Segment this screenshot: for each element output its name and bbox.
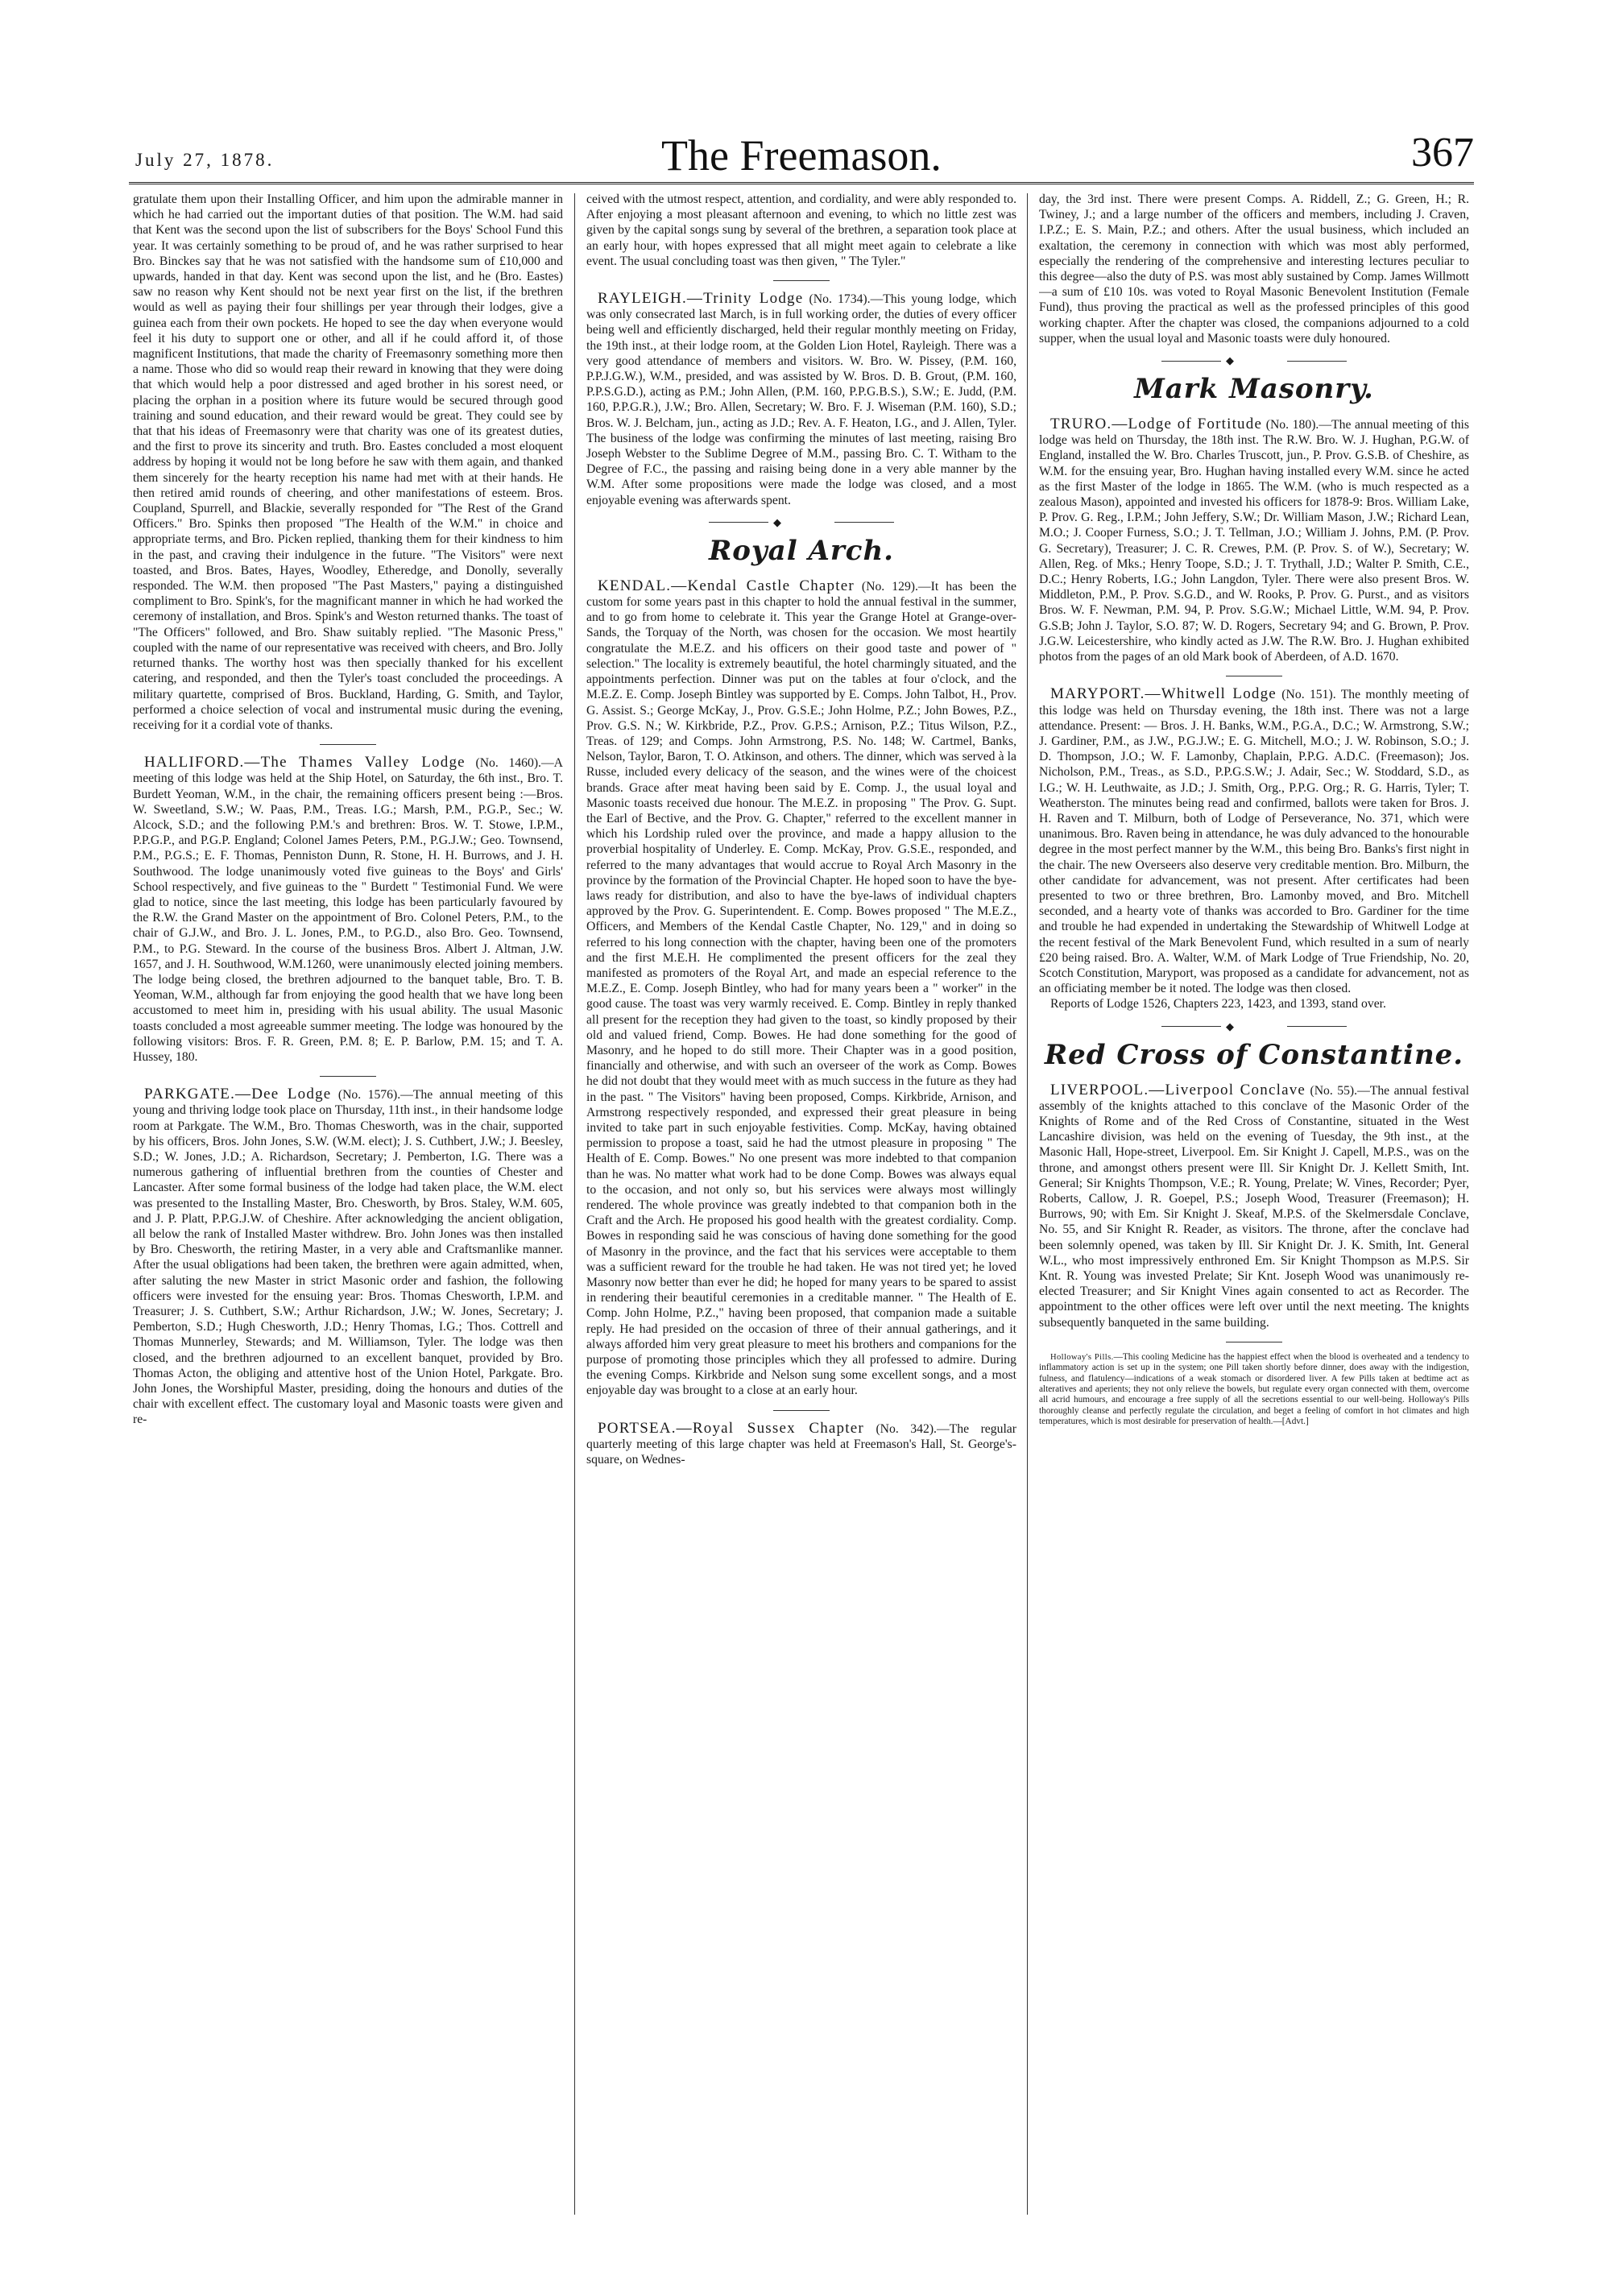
- diamond-separator: [1039, 1020, 1469, 1032]
- advertisement-lead: Holloway's Pills.: [1050, 1352, 1114, 1362]
- article-parkgate: [133, 1086, 563, 1427]
- article-body: (No. 1460).—A meeting of this lodge was held at the Ship Hotel, on Saturday, the 6th inst., Bro. T. Burdett Yeoman, W.M., in the chair, the remaining officers present being :—Bros. W. Sweetland, S.W.; W. Paas, P.M., Treas. I.G.; Marsh, P.M., P.G.P., Sec.; W. Alcock, S.D.; and the following P.M.'s and brethren: Bros. W. T. Stowe, I.P.M., P.P.G.P., and P.G.P. England; Colonel James Peters, P.M., P.G.J.W.; Geo. Townsend, P.M., P.G.S.; E. F. Thomas, Penniston Dunn, R. Stone, H. H. Burrows, and J. H. Southwood. The lodge unanimously voted five guineas to the Boys' and Girls' School respectively, and five guineas to the " Burdett " Testimonial Fund. We were glad to notice, since the last meeting, this lodge has been particularly favoured by the R.W. the Grand Master on the appointment of Bro. Colonel Peters, P.M., to the chair of G.J.W., and Bro. J. L. Jones, P.M., to P.G.D., also Bro. Geo. Townsend, P.M., to P.G. Steward. In the course of the business Bros. Albert J. Altman, J.W. 1657, and J. H. Southwood, W.M.1260, were unanimously elected joining members. The lodge being closed, the brethren adjourned to the banquet table, Bro. T. B. Yeoman, W.M., although far from enjoying the good health that we have long been accustomed to meet him in, presiding with his usual ability. The usual Masonic toasts concluded a most agreeable summer meeting. The lodge was honoured by the following visitors: Bros. F. R. Green, P.M. 8; E. P. Barlow, P.M. 15; and T. A. Hussey, 180.: [133, 756, 563, 1064]
- diamond-ornament-icon: ◆: [1226, 354, 1282, 367]
- section-heading-red-cross: Red Cross of Constantine.: [1044, 1038, 1464, 1071]
- article-body: (No. 180).—The annual meeting of this lodge was held on Thursday, the 18th inst. The R.W. Bro. W. J. Hughan, P.G.W. of England, installed the W. Bro. Charles Truscott, jun., P. Prov. G.S.B. of Cheshire, as W.M. for the ensuing year, Bro. Hughan having installed every W.M. since he acted as the first Master of the lodge in 1865. The W.M. (who is much respected as a zealous Mason), appointed and invested his officers for 1878-9: Bros. William Lake, P. Prov. G. Reg., I.P.M.; John Jeffery, S.W.; Dr. William Mason, J.W.; Richard Lean, M.O.; J. Cooper Furness, S.O.; J. T. Tellman, J.O.; William J. Johns, P.M. (P. Prov. G. Secretary), Treasurer; J. C. R. Crewes, P.M. (P. Prov. S. of W.), Secretary; W. Allen, Reg. of Mks.; Henry Toope, S.D.; J. T. Trythall, J.D.; Walter P. Smith, C.E., D.C.; Henry Roberts, I.G.; John Langdon, Tyler. There were also present Bros. W. Middleton, P.M., P. Prov. S.G.D., and W. Rooks, P. Prov. G. Purst., and as visitors Bros. W. F. Newman, P.M. 94, P. Prov. S.G.W.; Michael Little, W.M. 94, P. Prov. G.S.B; John J. Taylor, S.O. 87; W. D. Rogers, Secretary 94; and G. Brown, P. Prov. J.G.W. Leicestershire, who kindly acted as J.W. The R.W. Bro. J. Hughan exhibited photos from the pages of an old Mark book of Aberdeen, of A.D. 1670.: [1039, 418, 1469, 664]
- separator-rule: [320, 1076, 376, 1077]
- article-lead: PORTSEA.—Royal Sussex Chapter: [598, 1419, 864, 1437]
- article-lead: KENDAL.—Kendal Castle Chapter: [598, 577, 855, 594]
- page-header: [129, 129, 1474, 180]
- column-divider: [574, 193, 575, 2215]
- article-continuation: day, the 3rd inst. There were present Comps. A. Riddell, Z.; G. Green, H.; R. Twiney, J.; and a large number of the officers and members, including J. Craven, I.P.Z.; E. S. Main, P.Z.; and others. After the usual business, which included an exaltation, the ceremony in connection with which was most ably performed, especially the rendering of the comprehensive and interesting lectures peculiar to this degree—also the duty of P.S. was most ably sustained by Comp. James Willmott—a sum of £10 10s. was voted to Royal Masonic Benevolent Institution (Female Fund), thus proving the practical as well as the professed principles of this good working chapter. After the chapter was closed, the companions adjourned to a cold supper, when the usual loyal and Masonic toasts were duly honoured.: [1039, 192, 1469, 345]
- column-1: [133, 192, 563, 2221]
- diamond-separator: [1039, 354, 1469, 366]
- article-body: (No. 151). The monthly meeting of this lodge was held on Thursday evening, the 18th inst. There was not a large attendance. Present: — Bros. J. H. Banks, W.M., P.G.A., D.C.; W. Armstrong, S.W.; J. Gardiner, P.M., as J.W., P.G.J.W.; E. G. Mitchell, M.O.; J. W. Robinson, S.O.; J. D. Thompson, J.O.; W. F. Lamonby, Chaplain, P.P.G. A.D.C. (Freemason); Jos. Nicholson, P.M., Treas., as S.D., P.P.G.S.W.; J. Adair, Sec.; W. Stoddard, S.D., as I.G.; W. H. Leuthwaite, as J.D.; J. Smith, Org., P.P.G. Org.; R. G. Harris, Tyler; T. Weatherston. The minutes being read and confirmed, ballots were taken for Bros. J. H. Raven and T. Milburn, both of Lodge of Perseverance, No. 371, which were unanimous. Bro. Raven being in attendance, he was duly advanced to the honourable degree in the most perfect manner by the W.M., this being Bro. Banks's first night in the chair. The new Overseers also deserve very creditable mention. Bro. Milburn, the other candidate for advancement, was not present. After certificates had been presented to two or three brethren, Bro. Lamonby moved, and Bro. Mitchell seconded, and a hearty vote of thanks was accorded to Bro. Gardiner for the time and trouble he had expended in undertaking the Stewardship of Whitwell Lodge at the recent festival of the Mark Benevolent Fund, which resulted in a sum of nearly £20 being raised. Bro. A. Walter, W.M. of Mark Lodge of True Friendship, No. 20, Scotch Constitution, Maryport, was proposed as a candidate for advancement, not as an officiating member be it noted. The lodge was then closed.: [1039, 688, 1469, 996]
- article-kendal: [586, 578, 1016, 1399]
- separator-rule: [320, 744, 376, 745]
- article-lead: LIVERPOOL.—Liverpool Conclave: [1050, 1081, 1306, 1098]
- diamond-ornament-icon: ◆: [1226, 1020, 1282, 1032]
- advertisement-holloways-pills: [1039, 1352, 1469, 1428]
- header-rule: [129, 182, 1474, 184]
- section-heading-mark-masonry: Mark Masonry.: [1134, 373, 1374, 406]
- article-lead: PARKGATE.—Dee Lodge: [144, 1086, 332, 1103]
- article-continuation: gratulate them upon their Installing Officer, and him upon the admirable manner in which he had carried out the important duties of that position. The W.M. had said that Kent was the second upon the list of subscribers for the Boys' School Fund this year. It was certainly something to be proud of, and he was rather surprised to hear Bro. Binckes say that he was not satisfied with the handsome sum of £10,000 and upwards, handed in that day. Kent was second upon the list, and he (Bro. Eastes) saw no reason why Kent should not be next year first on the list, if the brethren would as well as paying their four shillings per year through their lodges, give a guinea each from their own pockets. He hoped to see the day when everyone would feel it his duty to support one or other, and all if he could afford it, of those magnificent Institutions, that made the charity of Freemasonry something more then a name. Those who did so would reap their reward in knowing that they were doing that which would help a poor distressed and aged brother in his sorest need, or placing the orphan in a position where its future would be secured through good training and sound education, and their reward would be great. They could see by that that his ideas of Freemasonry were that charity was one of its greatest duties, and the first to prove its sincerity and truth. Bro. Eastes concluded a most eloquent address by hoping it would not be long before he saw with them again, and thanked them sincerely for the hearty reception his name had met with at their hands. He then retired amid rounds of cheering, and other manifestations of esteem. Bros. Coupland, Spurrell, and Blackie, severally responded for "The Rest of the Grand Officers." Bro. Spinks then proposed "The Health of the W.M." in choice and appropriate terms, and Bro. Picken replied, thanking them for their kindness to him in the past, and craving their indulgence in the future. "The Visitors" were next toasted, and Bros. Bates, Hayes, Woodley, Etheredge, and Donolly, severally responded. The W.M. then proposed "The Past Masters," paying a distinguished compliment to Bro. Spink's, for the magnificant manner in which he had worked the ceremony of installation, and Bros. Spink's and Weston returned thanks. The toast of "The Officers" followed, and Bro. Shaw suitably replied. "The Masonic Press," coupled with the name of our representative was received with cheers, and Bro. Jolly returned thanks. The worthy host was then specially thanked for his excellent catering, and responded, and then the Tyler's toast concluded the proceedings. A military quartette, comprised of Bros. Buckland, Harding, G. Smith, and Taylor, performed a choice selection of vocal and instrumental music during the evening, receiving for it a cordial vote of thanks.: [133, 192, 563, 732]
- issue-date: July 27, 1878.: [135, 150, 275, 170]
- separator-rule: [773, 1410, 830, 1411]
- page-number: 367: [1411, 130, 1474, 176]
- article-body: (No. 129).—It has been the custom for some years past in this chapter to hold the annual festival in the summer, and to go from home to celebrate it. This year the Grange Hotel at Grange-over-Sands, the Torquay of the North, was chosen for the occasion. We most heartily congratulate the M.E.Z. and his officers on their good taste and power of " selection." The locality is extremely beautiful, the hotel charmingly situated, and the appointments perfection. Dinner was put on the tables at four o'clock, and the M.E.Z. E. Comp. Joseph Bintley was supported by E. Comps. John Talbot, H., Prov. G. Assist. S.; George McKay, J., Prov. G.S.E.; John Holme, P.Z.; John Bowes, P.Z., Prov. G.S. N.; W. Kirkbride, P.Z., Prov. G.P.S.; Arnison, P.Z.; Titus Wilson, P.Z., Treas. of 129; and Comps. John Armstrong, P.S. No. 148; W. Cartmel, Banks, Nelson, Taylor, Baron, T. O. Atkinson, and others. The dinner, which was served à la Russe, included every delicacy of the season, and the wines were of the choicest brands. Grace after meat having been said by E. Comp. J., the usual loyal and Masonic toasts received due honour. The M.E.Z. in proposing " The Prov. G. Supt. the Earl of Bective, and the Prov. G. Chapter," referred to the excellent manner in which his Lordship ruled over the province, and made a happy allusion to the proverbial hospitality of Underley. E. Comp. McKay, Prov. G.S.E., responded, and referred to the many advantages that would accrue to Royal Arch Masonry in the province by the formation of the Provincial Chapter. He hoped soon to have the bye-laws ready for distribution, and also to have the bye-laws of individual chapters approved by the Prov. G. Superintendent. E. Comp. Bowes proposed " The M.E.Z., Officers, and Members of the Kendal Castle Chapter, No. 129," and in doing so referred to his long connection with the chapter, having been one of the promoters and the first M.E.H. He complimented the present officers for the zeal they manifested as promoters of the Royal Art, and made an especial reference to the M.E.Z., E. Comp. Joseph Bintley, who had for many years been a " worker" in the good cause. The toast was very warmly received. E. Comp. Bintley in reply thanked all present for the reception they had given to the toast, so kindly proposed by their old and valued friend, Comp. Bowes. He had done something for the good of Masonry, and he hoped to do still more. Their Chapter was in a good position, financially and otherwise, and with such an overseer of the work as Comp. Bowes he did not doubt that they would meet with as much success in the future as they had in the past. " The Visitors" having been proposed, Comps. Kirkbride, Arnison, and Armstrong respectively responded, and expressed their great pleasure in being invited to take part in such enjoyable festivities. Comp. McKay, having obtained permission to propose a toast, said he had the utmost pleasure in proposing " The Health of E. Comp. Bowes." No one present was more indebted to that companion than he was. No matter what work had to be done Comp. Bowes was always equal to the occasion, and not only so, but his services were always most willingly rendered. The whole province was greatly indebted to that companion both in the Craft and the Arch. He proposed his good health with the greatest cordiality. Comp. Bowes in responding said he was conscious of having done something for the good of Masonry in the province, and the fact that his services were acceptable to them was a sufficient reward for the trouble he had taken. He was not tired yet; he loved Masonry now better than ever he did; he hoped for many years to be spared to assist in rendering their beautiful ceremonies in a creditable manner. " The Health of E. Comp. John Holme, P.Z.," having been proposed, that companion made a suitable reply. He had presided on the occasion of three of their annual gatherings, and it always afforded him very great pleasure to meet his brothers and companions for the purpose of promoting those principles which they all professed to admire. During the evening Comps. Kirkbride and Nelson sung some excellent songs, and a most enjoyable day was brought to a close at an early hour.: [586, 579, 1016, 1398]
- article-body: (No. 55).—The annual festival assembly of the knights attached to this conclave of the Masonic Order of the Knights of Rome and of the Red Cross of Constantine, situated in the West Lancashire division, was held on the evening of Tuesday, the 9th inst., at the Masonic Hall, Hope-street, Liverpool. Em. Sir Knight J. Capell, M.P.S., was on the throne, and amongst others present were Ill. Sir Knight Dr. J. Kellett Smith, Int. General; Sir Knights Thompson, V.E.; R. Young, Prelate; W. Vines, Recorder; Pyer, Roberts, Callow, J. R. Goepel, P.S.; Joseph Wood, Treasurer (Freemason); H. Burrows, 90; with Em. Sir Knight J. Skeaf, M.P.S. of the Skelmersdale Conclave, No. 55, and Sir Knight R. Reader, as visitors. The throne, after the conclave had been solemnly opened, was taken by Ill. Sir Knight Dr. J. K. Smith, Int. General W.L., who most impressively enthroned Em. Sir Knight Thompson as M.P.S. Sir Knt. R. Young was invested Prelate; Sir Knt. Joseph Wood was unanimously re-elected Treasurer; and Sir Knight Vines again consented to act as Recorder. The appointment to the other offices were left over until the next meeting. The knights subsequently banqueted in the same building.: [1039, 1083, 1469, 1330]
- diamond-ornament-icon: ◆: [773, 515, 830, 528]
- section-heading-royal-arch: Royal Arch.: [708, 534, 895, 567]
- article-liverpool: [1039, 1082, 1469, 1330]
- article-lead: MARYPORT.—Whitwell Lodge: [1050, 685, 1277, 703]
- article-body: (No. 1576).—The annual meeting of this young and thriving lodge took place on Thursday, 11th inst., in their handsome lodge room at Parkgate. The W.M., Bro. Thomas Chesworth, was in the chair, supported by his officers, Bros. John Jones, S.W. (W.M. elect); J. S. Cuthbert, J.W.; J. Beesley, S.D.; W. Jones, J.D.; A. Richardson, Secretary; J. Pemberton, I.G. There was a numerous gathering of influential brethren from the counties of Chester and Lancaster. After some formal business of the lodge had taken place, the W.M. elect was presented to the Installing Master, Bro. Chesworth, by Bros. Staley, W.M. 605, and J. P. Platt, P.P.G.J.W. of Cheshire. After acknowledging the ancient obligation, all below the rank of Installed Master withdrew. Bro. John Jones was then installed by Bro. Chesworth, the retiring Master, in a very able and Craftsmanlike manner. After the usual obligations had been taken, the brethren were again admitted, when, after saluting the new Master in strict Masonic order and fashion, the following officers were invested for the ensuing year: Bros. Thomas Chesworth, I.P.M. and Treasurer; J. S. Cuthbert, S.W.; Arthur Richardson, J.W.; W. Jones, Secretary; J. Pemberton, S.D.; Hugh Chesworth, J.D.; Henry Thomas, I.G.; Thos. Cottrell and Thomas Munnerley, Stewards; and M. Williamson, Tyler. The lodge was then closed, and the brethren adjourned to an excellent banquet, provided by Bro. Thomas Acton, the obliging and attentive host of the Union Hotel, Parkgate. Bro. John Jones, the Worshipful Master, presiding, doing the honours and duties of the chair with excellent effect. The customary loyal and Masonic toasts were given and re-: [133, 1088, 563, 1427]
- article-lead: HALLIFORD.—The Thames Valley Lodge: [144, 754, 466, 772]
- article-body: (No. 342).—The regular quarterly meeting of this large chapter was held at Freemason's Hall, St. George's-square, on Wednes-: [586, 1421, 1016, 1467]
- newspaper-title: The Freemason.: [661, 131, 942, 180]
- reports-note: Reports of Lodge 1526, Chapters 223, 1423, and 1393, stand over.: [1050, 997, 1386, 1011]
- article-halliford: [133, 755, 563, 1065]
- article-portsea: [586, 1421, 1016, 1468]
- separator-rule: [773, 280, 830, 281]
- article-lead: TRURO.—Lodge of Fortitude: [1050, 416, 1263, 433]
- article-maryport: [1039, 686, 1469, 996]
- article-continuation: ceived with the utmost respect, attention, and cordiality, and were ably responded to. After enjoying a most pleasant afternoon and evening, to which no little zest was given by the capital songs sung by several of the brethren, a separation took place at an early hour, with hopes expressed that all might meet again to celebrate a like event. The usual concluding toast was then given, " The Tyler.": [586, 192, 1016, 268]
- column-divider: [1027, 193, 1028, 2215]
- article-body: (No. 1734).—This young lodge, which was only consecrated last March, is in full working order, the duties of every officer being well and efficiently discharged, held their regular monthly meeting on Friday, the 19th inst., at their lodge room, at the Golden Lion Hotel, Rayleigh. There was a very good attendance of members and visitors. W. Bro. W. Pissey, (P.M. 160, P.P.J.G.W.), W.M., presided, and was assisted by W. Bros. D. B. Grout, (P.M. 160, P.P.S.G.D.), acting as P.M.; John Allen, (P.M. 160, P.P.G.B.S.), S.W.; E. Judd, (P.M. 160, P.P.G.R.), J.W.; Bro. Allen, Secretary; W. Bro. F. J. Wiseman (P.M. 160), S.D.; Bros. W. J. Belcham, jun., acting as J.D.; Rev. A. F. Heaton, I.G., and J. Allen, Tyler. The business of the lodge was confirming the minutes of last meeting, raising Bro Joseph Webster to the Sublime Degree of M.M., passing Bro. C. T. Witham to the Degree of F.C., the passing and raising being done in a very able manner by the W.M. After some propositions were made the lodge was closed, and a most enjoyable evening was afterwards spent.: [586, 292, 1016, 507]
- diamond-separator: [586, 516, 1016, 528]
- article-truro: [1039, 416, 1469, 664]
- article-rayleigh: [586, 291, 1016, 508]
- article-lead: RAYLEIGH.—Trinity Lodge: [598, 290, 804, 308]
- column-2: [586, 192, 1016, 2221]
- advertisement-body: —This cooling Medicine has the happiest effect when the blood is overheated and a tendency to inflammatory action is set up in the system; one Pill taken shortly before dinner, does away with the indigestion, fulness, and flatulency—indications of a weak stomach or disordered liver. A few Pills taken at bedtime act as alteratives and aperients; they not only relieve the bowels, but regulate every organ connected with them, overcome all acrid humours, and encourage a free supply of all the secretions essential to our well-being. Holloway's Pills thoroughly cleanse and perfectly regulate the circulation, and beget a feeling of comfort in hot climates and high temperatures, which is most desirable for preservation of health.—[Advt.]: [1039, 1351, 1469, 1427]
- column-3: [1039, 192, 1469, 2221]
